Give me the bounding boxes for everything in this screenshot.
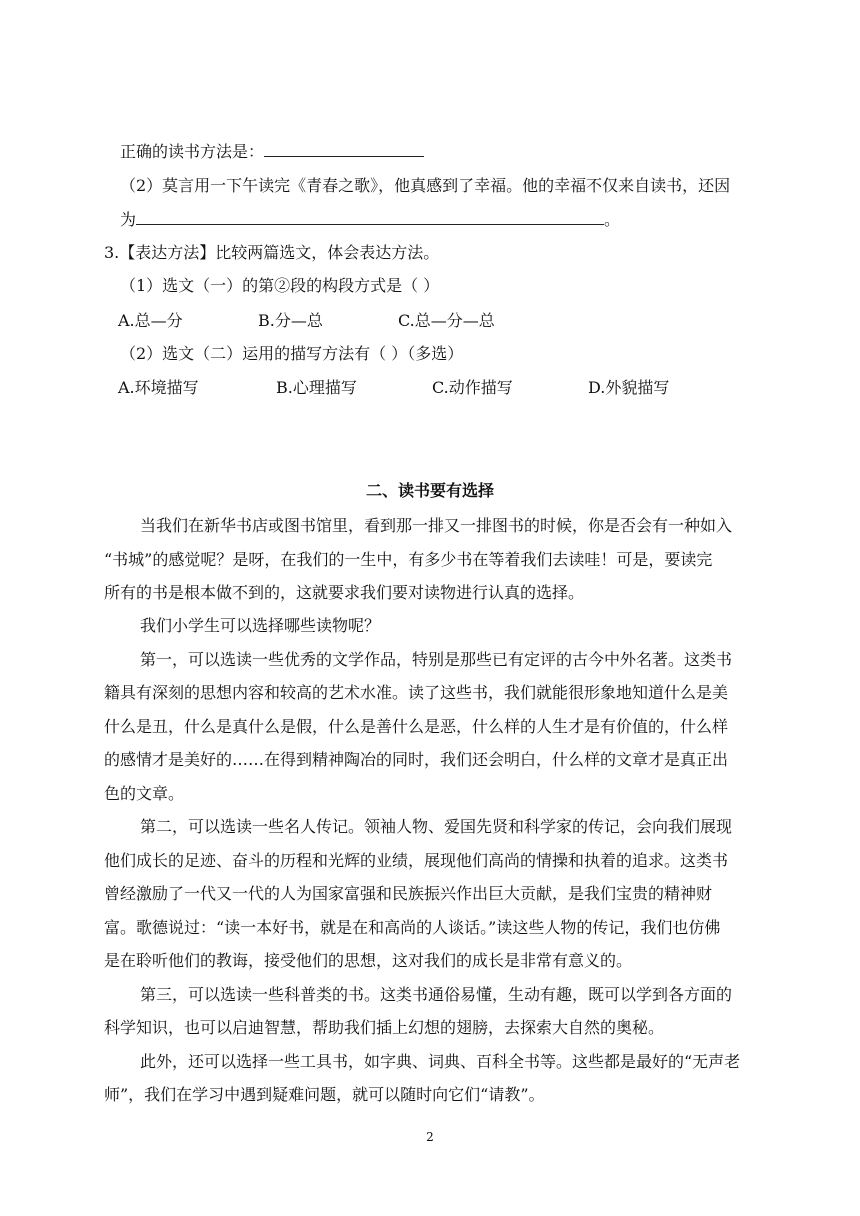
question-method-line: [120, 140, 424, 163]
option-3-1-c[interactable]: C.总—分—总: [398, 311, 495, 330]
paragraph-line: 我们小学生可以选择哪些读物呢？: [140, 616, 381, 635]
paragraph-line: 第二，可以选读一些名人传记。领袖人物、爱国先贤和科学家的传记，会向我们展现: [140, 817, 733, 836]
question-3-title: 3.【表达方法】比较两篇选文，体会表达方法。: [104, 243, 440, 262]
option-3-2-b[interactable]: B.心理描写: [276, 378, 357, 397]
option-3-1-a[interactable]: A.总—分: [118, 311, 183, 330]
option-3-2-a[interactable]: A.环境描写: [118, 378, 199, 397]
question-2-prefix: 为: [120, 210, 137, 229]
paragraph-line: 富。歌德说过：“读一本好书，就是在和高尚的人谈话。”读这些人物的传记，我们也仿佛: [104, 918, 721, 937]
answer-blank-long[interactable]: [136, 208, 604, 225]
paragraph-line: 曾经激励了一代又一代的人为国家富强和民族振兴作出巨大贡献，是我们宝贵的精神财: [104, 884, 713, 903]
answer-blank[interactable]: [264, 140, 424, 157]
paragraph-line: 第一，可以选读一些优秀的文学作品，特别是那些已有定评的古今中外名著。这类书: [140, 650, 733, 669]
question-2-line-1: （2）莫言用一下午读完《青春之歌》，他真感到了幸福。他的幸福不仅来自读书，还因: [120, 176, 731, 195]
question-3-1: （1）选文（一）的第②段的构段方式是（ ）: [120, 276, 440, 295]
paragraph-line: 他们成长的足迹、奋斗的历程和光辉的业绩，展现他们高尚的情操和执着的追求。这类书: [104, 851, 729, 870]
question-3-2: （2）选文（二）运用的描写方法有（ ）（多选）: [120, 344, 464, 363]
paragraph-line: 师”，我们在学习中遇到疑难问题，就可以随时向它们“请教”。: [104, 1085, 545, 1104]
question-2-line-2: [120, 208, 620, 231]
paragraph-line: 的感情才是美好的……在得到精神陶冶的同时，我们还会明白，什么样的文章才是真正出: [104, 750, 729, 769]
paragraph-line: 是在聆听他们的教诲，接受他们的思想，这对我们的成长是非常有意义的。: [104, 951, 633, 970]
paragraph-line: 所有的书是根本做不到的，这就要求我们要对读物进行认真的选择。: [104, 583, 585, 602]
paragraph-line: 科学知识，也可以启迪智慧，帮助我们插上幻想的翅膀，去探索大自然的奥秘。: [104, 1018, 665, 1037]
paragraph-line: “书城”的感觉呢？是呀，在我们的一生中，有多少书在等着我们去读哇！可是，要读完: [104, 550, 713, 569]
paragraph-line: 籍具有深刻的思想内容和较高的艺术水准。读了这些书，我们就能很形象地知道什么是美: [104, 683, 729, 702]
option-3-1-b[interactable]: B.分—总: [258, 311, 323, 330]
paragraph-line: 第三，可以选读一些科普类的书。这类书通俗易懂，生动有趣，既可以学到各方面的: [140, 985, 733, 1004]
paragraph-line: 此外，还可以选择一些工具书，如字典、词典、百科全书等。这些都是最好的“无声老: [140, 1052, 741, 1071]
option-3-2-d[interactable]: D.外貌描写: [588, 378, 670, 397]
paragraph-line: 当我们在新华书店或图书馆里，看到那一排又一排图书的时候，你是否会有一种如入: [140, 516, 733, 535]
option-3-2-c[interactable]: C.动作描写: [432, 378, 513, 397]
question-2-suffix: 。: [604, 210, 621, 229]
question-method-label: 正确的读书方法是：: [120, 142, 265, 161]
paragraph-line: 色的文章。: [104, 784, 185, 803]
paragraph-line: 什么是丑，什么是真什么是假，什么是善什么是恶，什么样的人生才是有价值的，什么样: [104, 717, 729, 736]
section-title: 二、读书要有选择: [365, 481, 494, 500]
page-number: 2: [426, 1130, 434, 1144]
